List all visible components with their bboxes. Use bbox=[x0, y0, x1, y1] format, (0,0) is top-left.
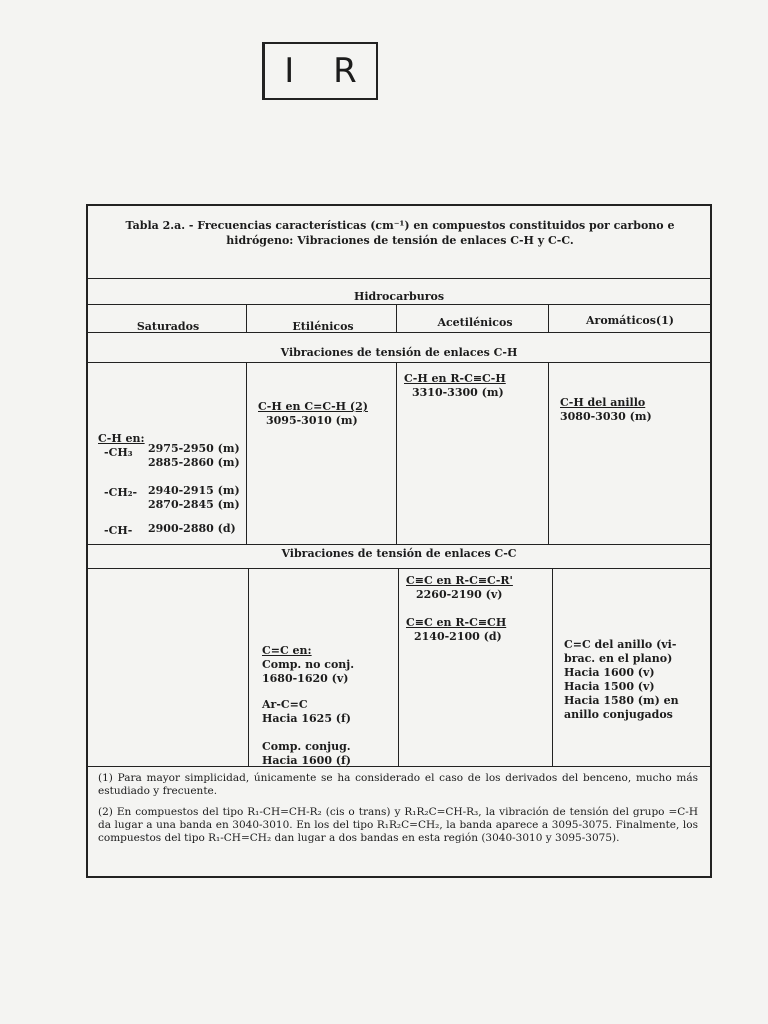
section-cc-title: Vibraciones de tensión de enlaces C-C bbox=[281, 547, 517, 560]
divider bbox=[88, 568, 710, 569]
cc-value: anillo conjugados bbox=[564, 708, 673, 721]
ch-value: 2975-2950 (m) bbox=[148, 442, 240, 455]
footnotes bbox=[98, 772, 698, 853]
cc-value: 2260-2190 (v) bbox=[416, 588, 503, 601]
column-divider bbox=[246, 362, 247, 544]
section-ch-title: Vibraciones de tensión de enlaces C-H bbox=[280, 346, 518, 359]
column-divider bbox=[548, 304, 549, 332]
group-header: Hidrocarburos bbox=[353, 290, 445, 303]
cc-value: Hacia 1600 (f) bbox=[262, 754, 351, 767]
ch-value: 2885-2860 (m) bbox=[148, 456, 240, 469]
column-divider bbox=[246, 304, 247, 332]
ch-value: 3095-3010 (m) bbox=[266, 414, 358, 427]
cc-value: Hacia 1600 (v) bbox=[564, 666, 655, 679]
col-etilenicos: Etilénicos bbox=[292, 320, 354, 333]
cc-value: Comp. no conj. bbox=[262, 658, 355, 671]
cc-acetilenicos-head: C≡C en R-C≡CH bbox=[406, 616, 507, 629]
divider bbox=[88, 332, 710, 333]
cc-value: Hacia 1500 (v) bbox=[564, 680, 655, 693]
column-divider bbox=[248, 568, 249, 766]
divider bbox=[88, 766, 710, 767]
ch-saturados-head: C-H en: bbox=[98, 432, 145, 445]
divider bbox=[88, 544, 710, 545]
ch-group-ch2: -CH₂- bbox=[104, 486, 138, 499]
column-divider bbox=[396, 362, 397, 544]
divider bbox=[88, 278, 710, 279]
cc-value: Comp. conjug. bbox=[262, 740, 351, 753]
cc-value: 2140-2100 (d) bbox=[414, 630, 502, 643]
ch-etilenicos-head: C-H en C=C-H (2) bbox=[258, 400, 368, 413]
ch-acetilenicos-head: C-H en R-C≡C-H bbox=[404, 372, 506, 385]
ch-group-ch3: -CH₃ bbox=[104, 446, 133, 459]
cc-value: Ar-C=C bbox=[262, 698, 308, 711]
col-saturados: Saturados bbox=[136, 320, 200, 333]
col-acetilenicos: Acetilénicos bbox=[437, 316, 513, 329]
footnote-1: (1) Para mayor simplicidad, únicamente se ha considerado el caso de los derivados del benceno, mucho más estudiado y frecuente. bbox=[98, 772, 698, 797]
ir-table bbox=[86, 204, 712, 878]
column-divider bbox=[548, 362, 549, 544]
cc-etilenicos-head: C=C en: bbox=[262, 644, 312, 657]
column-divider bbox=[552, 568, 553, 766]
ch-value: 2940-2915 (m) bbox=[148, 484, 240, 497]
table-caption: Tabla 2.a. - Frecuencias características (cm⁻¹) en compuestos constituidos por carbono e hidrógeno: Vibraciones de tensión de enlaces C-H y C-C. bbox=[125, 219, 675, 247]
cc-value: brac. en el plano) bbox=[564, 652, 673, 665]
ch-group-ch: -CH- bbox=[104, 524, 133, 537]
ch-value: 3080-3030 (m) bbox=[560, 410, 652, 423]
footnote-2: (2) En compuestos del tipo R₁-CH=CH-R₂ (cis o trans) y R₁R₂C=CH-R₃, la vibración de tensión del grupo =C-H da lugar a una banda en 3040-3010. En los del tipo R₁R₂C=CH₂, la banda aparece a 3095-3075. Finalmente, los compuestos del tipo R₁-CH=CH₂ dan lugar a dos bandas en esta región (3040-3010 y 3095-3075). bbox=[98, 806, 698, 844]
ch-value: 2870-2845 (m) bbox=[148, 498, 240, 511]
ir-stamp: I R bbox=[262, 42, 378, 100]
ch-aromaticos-head: C-H del anillo bbox=[560, 396, 646, 409]
cc-value: Hacia 1625 (f) bbox=[262, 712, 351, 725]
cc-acetilenicos-head: C≡C en R-C≡C-R' bbox=[406, 574, 513, 587]
cc-aromaticos-head: C=C del anillo (vi- bbox=[564, 638, 677, 651]
ch-value: 2900-2880 (d) bbox=[148, 522, 236, 535]
cc-value: Hacia 1580 (m) en bbox=[564, 694, 679, 707]
divider bbox=[88, 304, 710, 305]
column-divider bbox=[396, 304, 397, 332]
column-divider bbox=[398, 568, 399, 766]
col-aromaticos: Aromáticos(1) bbox=[586, 314, 674, 327]
ch-value: 3310-3300 (m) bbox=[412, 386, 504, 399]
divider bbox=[88, 362, 710, 363]
cc-value: 1680-1620 (v) bbox=[262, 672, 349, 685]
